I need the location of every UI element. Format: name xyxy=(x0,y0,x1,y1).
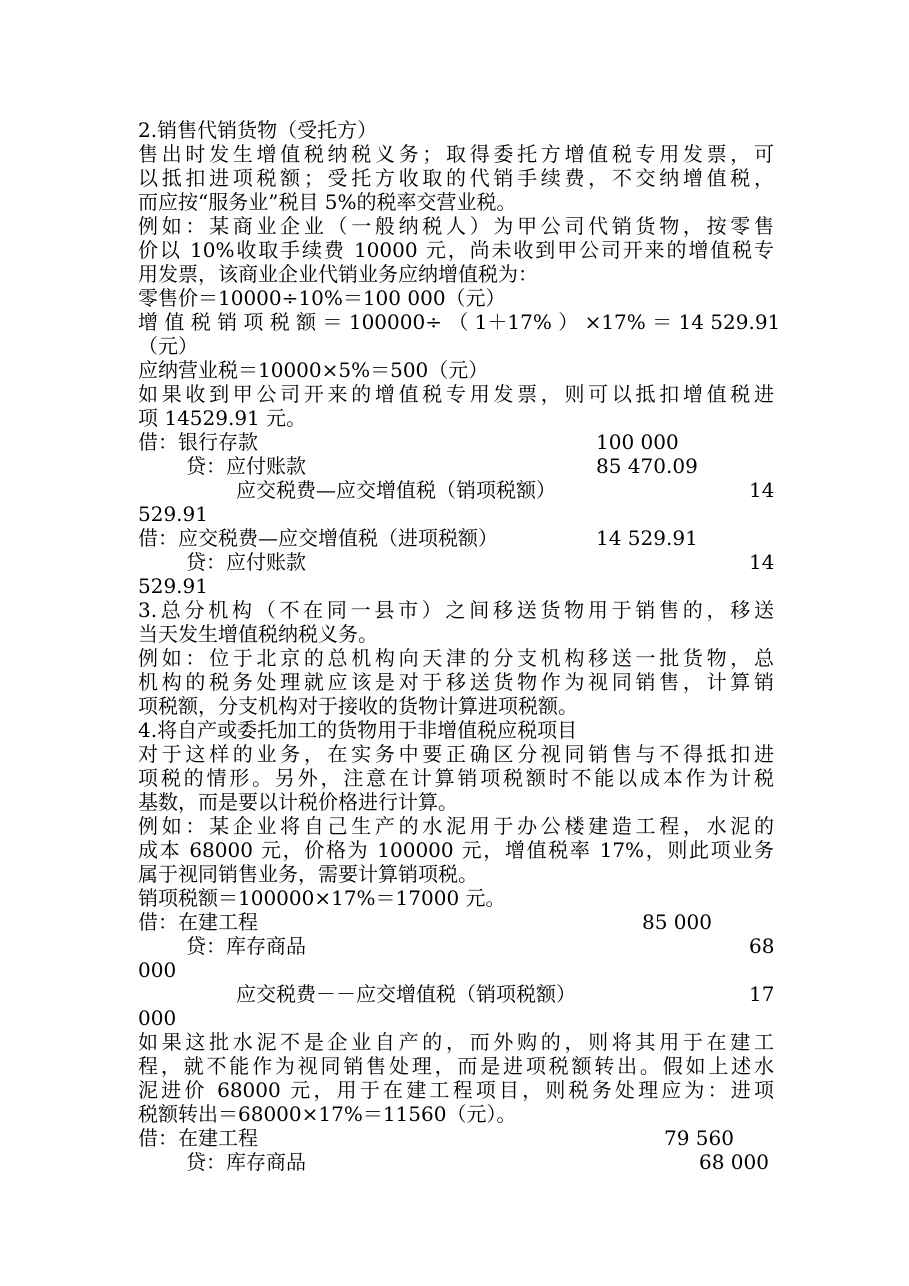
journal-amount-wrap: 000 xyxy=(138,958,177,982)
paragraph-line: 基数，而是要以计税价格进行计算。 xyxy=(138,790,458,814)
journal-credit-line: 贷：库存商品 xyxy=(186,1150,306,1174)
paragraph-line: 例如：某商业企业（一般纳税人）为甲公司代销货物，按零售 xyxy=(138,214,774,238)
journal-debit-line: 借：在建工程 xyxy=(138,1126,258,1150)
formula-line: 税额转出＝68000×17%＝11560（元）。 xyxy=(138,1102,517,1126)
paragraph-line: 成本 68000 元，价格为 100000 元，增值税率 17%，则此项业务 xyxy=(138,838,774,862)
formula-line: （元） xyxy=(138,334,198,358)
section-heading: 3.总分机构（不在同一县市）之间移送货物用于销售的，移送 xyxy=(138,598,774,622)
paragraph-line: 以抵扣进项税额；受托方收取的代销手续费，不交纳增值税， xyxy=(138,166,774,190)
paragraph-line: 属于视同销售业务，需要计算销项税。 xyxy=(138,862,478,886)
journal-amount: 68 xyxy=(749,934,775,958)
paragraph-line: 用发票，该商业企业代销业务应纳增值税为： xyxy=(138,262,538,286)
journal-credit-line: 贷：应付账款 xyxy=(186,454,306,478)
paragraph-line: 机构的税务处理就应该是对于移送货物作为视同销售，计算销 xyxy=(138,670,774,694)
journal-amount-wrap: 000 xyxy=(138,1006,177,1030)
paragraph-line: 例如：位于北京的总机构向天津的分支机构移送一批货物，总 xyxy=(138,646,774,670)
journal-amount: 14 xyxy=(749,550,775,574)
journal-amount-wrap: 529.91 xyxy=(138,574,208,598)
paragraph-line: 例如：某企业将自己生产的水泥用于办公楼建造工程，水泥的 xyxy=(138,814,774,838)
paragraph-line: 价以 10%收取手续费 10000 元，尚未收到甲公司开来的增值税专 xyxy=(138,238,774,262)
section-heading: 4.将自产或委托加工的货物用于非增值税应税项目 xyxy=(138,718,578,742)
journal-credit-subline: 应交税费－－应交增值税（销项税额） xyxy=(236,982,576,1006)
paragraph-line: 程，就不能作为视同销售处理，而是进项税额转出。假如上述水 xyxy=(138,1054,774,1078)
paragraph-line: 对于这样的业务，在实务中要正确区分视同销售与不得抵扣进 xyxy=(138,742,774,766)
journal-amount: 85 000 xyxy=(642,910,712,934)
formula-line: 应纳营业税＝10000×5%＝500（元） xyxy=(138,358,489,382)
journal-credit-line: 贷：应付账款 xyxy=(186,550,306,574)
journal-amount: 85 470.09 xyxy=(596,454,698,478)
paragraph-line: 项 14529.91 元。 xyxy=(138,406,307,430)
journal-amount: 68 000 xyxy=(699,1150,769,1174)
paragraph-line: 当天发生增值税纳税义务。 xyxy=(138,622,378,646)
journal-amount: 14 xyxy=(749,478,775,502)
journal-credit-line: 贷：库存商品 xyxy=(186,934,306,958)
journal-amount-wrap: 529.91 xyxy=(138,502,208,526)
paragraph-line: 项税额，分支机构对于接收的货物计算进项税额。 xyxy=(138,694,578,718)
journal-amount: 17 xyxy=(749,982,775,1006)
formula-line: 销项税额＝100000×17%＝17000 元。 xyxy=(138,886,506,910)
paragraph-line: 如果这批水泥不是企业自产的，而外购的，则将其用于在建工 xyxy=(138,1030,774,1054)
formula-line: 增 值 税 销 项 税 额 ＝ 100000÷ （ 1＋17% ） ×17% ＝ 14 529.91 xyxy=(138,310,781,334)
paragraph-line: 如果收到甲公司开来的增值税专用发票，则可以抵扣增值税进 xyxy=(138,382,774,406)
journal-amount: 79 560 xyxy=(664,1126,734,1150)
journal-debit-line: 借：应交税费—应交增值税（进项税额） xyxy=(138,526,498,550)
formula-line: 零售价＝10000÷10%＝100 000（元） xyxy=(138,286,506,310)
journal-amount: 14 529.91 xyxy=(596,526,698,550)
journal-amount: 100 000 xyxy=(596,430,679,454)
paragraph-line: 项税的情形。另外，注意在计算销项税额时不能以成本作为计税 xyxy=(138,766,774,790)
journal-debit-line: 借：银行存款 xyxy=(138,430,258,454)
paragraph-line: 泥进价 68000 元，用于在建工程项目，则税务处理应为：进项 xyxy=(138,1078,774,1102)
paragraph-line: 而应按“服务业”税目 5%的税率交营业税。 xyxy=(138,190,517,214)
journal-credit-subline: 应交税费—应交增值税（销项税额） xyxy=(236,478,556,502)
section-heading: 2.销售代销货物（受托方） xyxy=(138,118,378,142)
journal-debit-line: 借：在建工程 xyxy=(138,910,258,934)
paragraph-line: 售出时发生增值税纳税义务；取得委托方增值税专用发票，可 xyxy=(138,142,774,166)
